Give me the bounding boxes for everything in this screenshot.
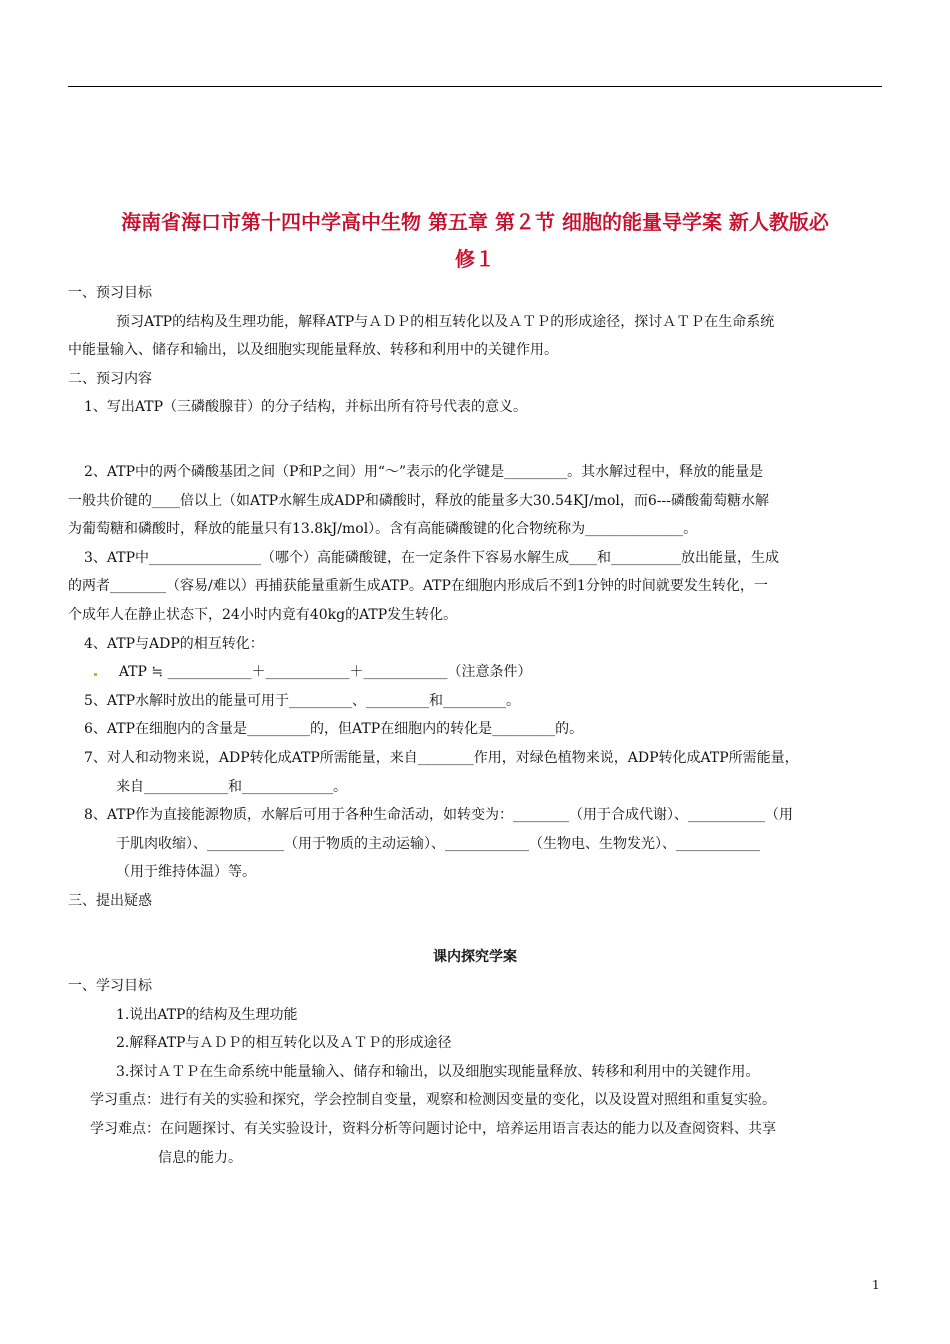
objective-item: 3.探讨ＡＴＰ在生命系统中能量输入、储存和输出，以及细胞实现能量释放、转移和利用中的关键作用。 <box>116 1063 760 1080</box>
answer-space <box>68 422 882 458</box>
question-line: 于肌肉收缩）、___________（用于物质的主动运输）、____________（生物电、生物发光）、____________ <box>116 835 760 852</box>
title-line-2: 修１ <box>455 247 495 271</box>
question-line: 5、ATP水解时放出的能量可用于_________、_________和_________。 <box>84 692 521 709</box>
question-line: 8、ATP作为直接能源物质，水解后可用于各种生命活动，如转变为：________（用于合成代谢）、___________（用 <box>84 807 794 824</box>
question-line: 7、对人和动物来说，ADP转化成ATP所需能量，来自________作用，对绿色植物来说，ADP转化成ATP所需能量， <box>84 749 799 766</box>
section-heading: 三、提出疑惑 <box>68 892 152 909</box>
question-line: 2、ATP中的两个磷酸基团之间（P和P之间）用“～”表示的化学键是_________。其水解过程中，释放的能量是 <box>84 463 764 480</box>
question-line: 的两者________（容易/难以）再捕获能量重新生成ATP。ATP在细胞内形成后不到1分钟的时间就要发生转化，一 <box>68 578 768 595</box>
page-number: 1 <box>872 1278 880 1292</box>
question-line: 1、写出ATP（三磷酸腺苷）的分子结构，并标出所有符号代表的意义。 <box>84 399 528 416</box>
question-line: 4、ATP与ADP的相互转化： <box>84 635 264 652</box>
difficulty-line: 信息的能力。 <box>158 1149 242 1166</box>
paragraph-line: 中能量输入、储存和输出，以及细胞实现能量释放、转移和利用中的关键作用。 <box>68 342 558 359</box>
objective-item: 1.说出ATP的结构及生理功能 <box>116 1006 298 1023</box>
subsection-title: 课内探究学案 <box>433 949 517 966</box>
question-line: 为葡萄糖和磷酸时，释放的能量只有13.8kJ/mol）。含有高能磷酸键的化合物统称为______________。 <box>68 521 698 538</box>
objective-item: 2.解释ATP与ＡＤＰ的相互转化以及ＡＴＰ的形成途径 <box>116 1035 452 1052</box>
marker-dot <box>94 673 97 676</box>
document-title <box>68 204 882 278</box>
equation-text: ATP ≒ ____________＋____________＋____________（注意条件） <box>118 664 532 681</box>
equation-line <box>68 658 882 687</box>
question-line: 一般共价键的____倍以上（如ATP水解生成ADP和磷酸时，释放的能量多大30.54KJ/mol，而6---磷酸葡萄糖水解 <box>68 492 770 509</box>
section-heading: 二、预习内容 <box>68 370 152 387</box>
header-rule <box>68 86 882 87</box>
title-line-1: 海南省海口市第十四中学高中生物 第五章 第２节 细胞的能量导学案 新人教版必 <box>121 210 829 234</box>
question-line: 6、ATP在细胞内的含量是_________的，但ATP在细胞内的转化是_________的。 <box>84 721 584 738</box>
section-heading: 一、预习目标 <box>68 285 152 301</box>
blank-space <box>68 915 882 943</box>
focus-line: 学习重点：进行有关的实验和探究，学会控制自变量，观察和检测因变量的变化，以及设置对照组和重复实验。 <box>90 1092 776 1109</box>
question-line: （用于维持体温）等。 <box>116 864 256 881</box>
difficulty-line: 学习难点：在问题探讨、有关实验设计，资料分析等问题讨论中，培养运用语言表达的能力以及查阅资料、共享 <box>90 1121 776 1138</box>
paragraph-line: 预习ATP的结构及生理功能，解释ATP与ＡＤＰ的相互转化以及ＡＴＰ的形成途径，探讨ＡＴＰ在生命系统 <box>116 313 775 330</box>
question-line: 个成年人在静止状态下，24小时内竟有40kg的ATP发生转化。 <box>68 606 458 623</box>
document-body <box>68 279 882 1172</box>
section-heading: 一、学习目标 <box>68 978 152 995</box>
question-line: 3、ATP中________________（哪个）高能磷酸键，在一定条件下容易水解生成____和__________放出能量，生成 <box>84 549 780 566</box>
question-line: 来自____________和_____________。 <box>116 778 347 795</box>
